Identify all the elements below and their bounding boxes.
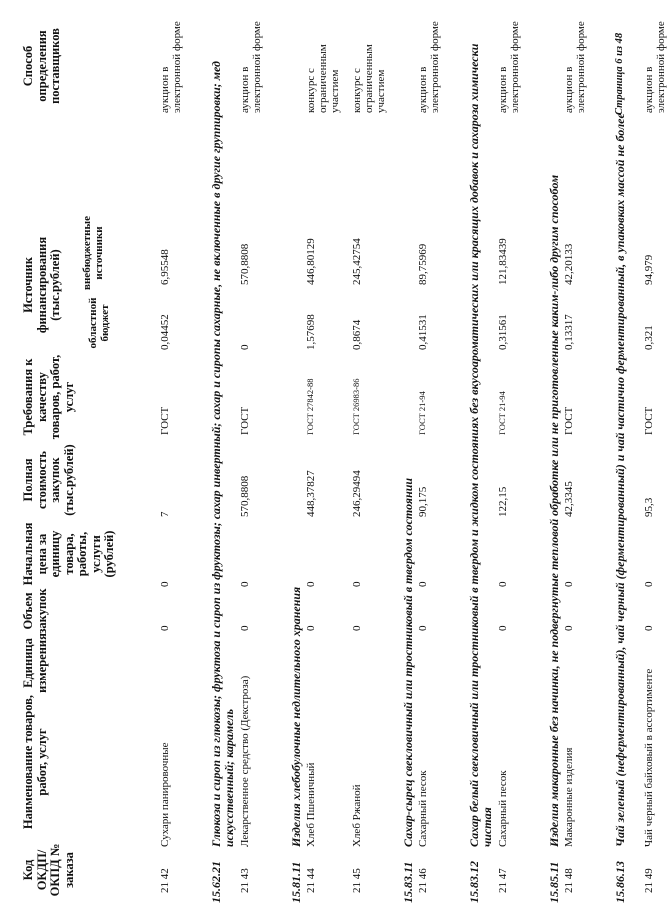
header-unit: Единица измерения (21, 633, 49, 693)
row-name: Лекарственное средство (Декстроза) (239, 675, 251, 847)
header-name: Наименование товаров, работ, услуг (21, 694, 49, 830)
header-method: Способ определения поставщиков (21, 28, 62, 104)
row-requirements: ГОСТ (239, 406, 251, 435)
section-code: 15.62.21 (209, 861, 223, 903)
row-volume: 0 (239, 625, 251, 631)
row-funding-offbudget: 89,75969 (417, 243, 429, 285)
header-code: Код ОКДП/ ОКПД № заказа (21, 843, 76, 897)
row-requirements: ГОСТ 21-94 (417, 391, 427, 435)
row-funding-offbudget: 570,8808 (239, 243, 251, 285)
row-method: аукцион в электронной форме (417, 21, 441, 113)
row-full-cost: 570,8808 (239, 475, 251, 517)
row-funding-regional: 0,13317 (563, 314, 575, 350)
row-requirements: ГОСТ 26983-86 (351, 378, 361, 435)
header-volume: Объем закупок (21, 588, 49, 634)
row-volume: 0 (643, 625, 655, 631)
section-code: 15.85.11 (547, 861, 561, 903)
row-price: 0 (563, 581, 575, 587)
section-code: 15.83.11 (401, 861, 415, 903)
row-price: 0 (239, 581, 251, 587)
row-code: 21 42 (159, 868, 171, 893)
row-price: 0 (305, 581, 317, 587)
row-name: Сухари панировочные (159, 742, 171, 847)
section-title: Изделия макаронные без начинки, не подвергнутые тепловой обработке или не приготовленные каким-либо другим способом (547, 174, 561, 847)
row-funding-regional: 0 (239, 344, 251, 350)
row-price: 0 (497, 581, 509, 587)
row-name: Хлеб Пшеничный (305, 762, 317, 847)
row-funding-regional: 0,8674 (351, 319, 363, 350)
section-title: Сахар белый свекловичный или тростниковый в твердом и жидком состояниях без вкусоароматических или красящих добавок и сахароза химически чистая (467, 43, 494, 847)
row-requirements: ГОСТ (159, 406, 171, 435)
row-price: 0 (417, 581, 429, 587)
row-volume: 0 (351, 625, 363, 631)
row-name: Хлеб Ржаной (351, 784, 363, 847)
row-code: 21 43 (239, 868, 251, 893)
row-code: 21 47 (497, 868, 509, 893)
row-funding-offbudget: 94,979 (643, 254, 655, 285)
header-funding-offbudget: внебюджетные источники (81, 216, 105, 290)
row-code: 21 45 (351, 868, 363, 893)
row-volume: 0 (159, 625, 171, 631)
row-code: 21 48 (563, 868, 575, 893)
row-method: конкурс с ограниченным участием (351, 44, 387, 113)
row-full-cost: 7 (159, 511, 171, 517)
section-title: Чай зеленый (неферментированный), чай черный (ферментированный) и чай частично ферментированный, в упаковках массой не более (613, 113, 627, 847)
row-full-cost: 42,3345 (563, 481, 575, 517)
row-funding-offbudget: 42,20133 (563, 243, 575, 285)
row-funding-regional: 0,321 (643, 325, 655, 350)
row-funding-regional: 0,31561 (497, 314, 509, 350)
row-volume: 0 (563, 625, 575, 631)
header-funding: Источник финансирования (тыс.рублей) (21, 236, 62, 334)
row-requirements: ГОСТ (643, 406, 655, 435)
page-number: Страница 6 из 48 (614, 32, 625, 115)
row-funding-regional: 0,04452 (159, 314, 171, 350)
row-volume: 0 (305, 625, 317, 631)
row-full-cost: 95,3 (643, 497, 655, 517)
header-full-cost: Полная стоимость закупок (тыс.рублей) (21, 444, 76, 516)
row-funding-regional: 1,57698 (305, 314, 317, 350)
section-code: 15.83.12 (467, 861, 481, 903)
header-start-price: Начальная цена за единицу товара, работы, услуги (рублей) (21, 522, 116, 586)
section-code: 15.81.11 (289, 861, 303, 903)
row-method: аукцион в электронной форме (497, 21, 521, 113)
section-code: 15.86.13 (613, 861, 627, 903)
row-price: 0 (643, 581, 655, 587)
row-requirements: ГОСТ (563, 406, 575, 435)
row-name: Чай черный байховый в ассортименте (643, 668, 655, 847)
header-requirements: Требования к качеству товаров, работ, услуг (21, 354, 76, 440)
row-funding-regional: 0,41531 (417, 314, 429, 350)
row-name: Сахарный песок (497, 770, 509, 847)
row-funding-offbudget: 245,42754 (351, 238, 363, 285)
row-full-cost: 448,37827 (305, 470, 317, 517)
section-title: Глюкоза и сироп из глюкозы; фруктоза и сироп из фруктозы; сахар инвертный; сахар и сиропы сахарные, не включенные в другие группировки; мед искусственный; карамель (209, 61, 236, 847)
row-requirements: ГОСТ 27842-88 (305, 378, 315, 435)
row-code: 21 44 (305, 868, 317, 893)
row-price: 0 (351, 581, 363, 587)
row-funding-offbudget: 446,80129 (305, 238, 317, 285)
row-method: аукцион в электронной форме (159, 21, 183, 113)
row-code: 21 46 (417, 868, 429, 893)
row-method: аукцион в электронной форме (643, 21, 667, 113)
row-volume: 0 (497, 625, 509, 631)
row-full-cost: 90,175 (417, 486, 429, 517)
section-title: Сахар-сырец свекловичный или тростниковый в твердом состоянии (401, 477, 415, 847)
row-funding-offbudget: 6,95548 (159, 249, 171, 285)
row-method: конкурс с ограниченным участием (305, 44, 341, 113)
row-code: 21 49 (643, 868, 655, 893)
row-method: аукцион в электронной форме (563, 21, 587, 113)
row-price: 0 (159, 581, 171, 587)
row-full-cost: 246,29494 (351, 470, 363, 517)
row-volume: 0 (417, 625, 429, 631)
row-full-cost: 122,15 (497, 486, 509, 517)
row-method: аукцион в электронной форме (239, 21, 263, 113)
row-requirements: ГОСТ 21-94 (497, 391, 507, 435)
row-name: Макаронные изделия (563, 747, 575, 847)
section-title: Изделия хлебобулочные недлительного хранения (289, 586, 303, 847)
header-funding-regional: областной бюджет (87, 297, 111, 349)
row-name: Сахарный песок (417, 770, 429, 847)
row-funding-offbudget: 121,83439 (497, 238, 509, 285)
